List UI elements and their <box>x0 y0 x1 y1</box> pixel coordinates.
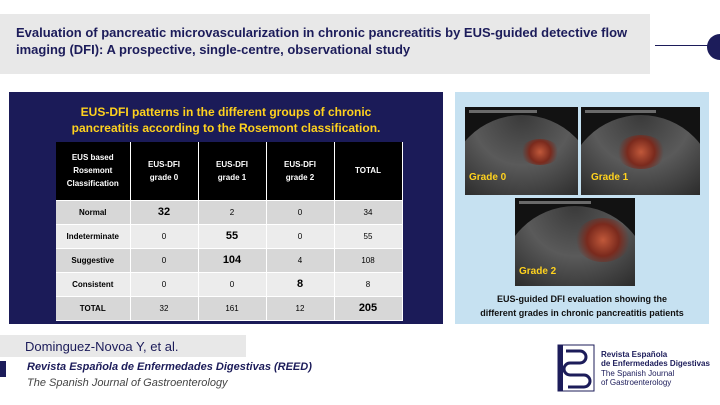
journal-english-name: The Spanish Journal of Gastroenterology <box>27 377 228 389</box>
logo-line-2: de Enfermedades Digestivas <box>601 359 710 368</box>
table-row <box>56 200 402 224</box>
cell-grade-1: 0 <box>198 272 266 296</box>
journal-accent-bar <box>0 361 6 377</box>
rosemont-table <box>56 142 403 321</box>
logo-line-1: Revista Española <box>601 350 668 359</box>
table-title-line-2: pancreatitis according to the Rosemont classification. <box>71 121 381 135</box>
cell-grade-2: 12 <box>266 296 334 320</box>
decorative-circle <box>707 34 720 60</box>
title-line-1: Evaluation of pancreatic microvascularization in chronic pancreatitis by EUS-guided detective flow <box>16 25 628 40</box>
author-box: Dominguez-Novoa Y, et al. <box>0 335 246 357</box>
header-grade-0 <box>130 142 198 200</box>
header-grade-2-l1: EUS-DFI <box>284 159 316 169</box>
cell-grade-1: 161 <box>198 296 266 320</box>
row-label: Suggestive <box>56 248 130 272</box>
cell-grade-0: 32 <box>130 296 198 320</box>
cell-grade-1: 2 <box>198 200 266 224</box>
header-grade-0-l2: grade 0 <box>149 172 179 182</box>
image-caption <box>455 292 709 320</box>
table-header-row <box>56 142 402 200</box>
cell-grade-0: 32 <box>130 200 198 224</box>
cell-grade-0: 0 <box>130 248 198 272</box>
cell-total: 34 <box>334 200 402 224</box>
table-row <box>56 272 402 296</box>
title-box <box>0 14 650 74</box>
header-grade-1 <box>198 142 266 200</box>
header-grade-2 <box>266 142 334 200</box>
header-classification <box>56 142 130 200</box>
cell-grade-2: 0 <box>266 224 334 248</box>
header-classification-l3: Classification <box>66 179 119 189</box>
title-line-2: imaging (DFI): A prospective, single-centre, observational study <box>16 42 411 57</box>
row-label: Consistent <box>56 272 130 296</box>
header-grade-0-l1: EUS-DFI <box>148 159 180 169</box>
header-classification-l2: Rosemont <box>73 166 113 176</box>
row-label: Normal <box>56 200 130 224</box>
logo-title <box>601 350 710 368</box>
image-caption-line-1: EUS-guided DFI evaluation showing the <box>496 294 667 304</box>
logo-line-3: The Spanish Journal <box>601 369 675 378</box>
cell-total: 55 <box>334 224 402 248</box>
header-grade-1-l2: grade 1 <box>217 172 247 182</box>
header-grade-1-l1: EUS-DFI <box>216 159 248 169</box>
cell-grade-2: 4 <box>266 248 334 272</box>
cell-grade-0: 0 <box>130 224 198 248</box>
table-title <box>9 104 443 136</box>
logo-subtitle <box>601 369 674 387</box>
cell-grade-2: 0 <box>266 200 334 224</box>
journal-logo <box>556 343 716 395</box>
table-row <box>56 248 402 272</box>
header-classification-l1: EUS based <box>71 153 114 163</box>
grade-0-label: Grade 0 <box>469 172 507 183</box>
cell-total: 205 <box>334 296 402 320</box>
header-grade-2-l2: grade 2 <box>285 172 315 182</box>
cell-grade-0: 0 <box>130 272 198 296</box>
journal-name: Revista Española de Enfermedades Digestivas (REED) <box>27 361 312 373</box>
image-caption-line-2: different grades in chronic pancreatitis patients <box>480 308 684 318</box>
cell-grade-1: 55 <box>198 224 266 248</box>
grade-1-label: Grade 1 <box>591 172 629 183</box>
row-label: Indeterminate <box>56 224 130 248</box>
table-row <box>56 224 402 248</box>
table-row <box>56 296 402 320</box>
image-panel <box>455 92 709 324</box>
cell-total: 8 <box>334 272 402 296</box>
decorative-line <box>655 45 710 46</box>
table-title-line-1: EUS-DFI patterns in the different groups of chronic <box>80 105 372 119</box>
journal-logo-icon <box>556 343 596 393</box>
row-label: TOTAL <box>56 296 130 320</box>
cell-grade-1: 104 <box>198 248 266 272</box>
cell-total: 108 <box>334 248 402 272</box>
grade-2-label: Grade 2 <box>519 266 557 277</box>
header-total: TOTAL <box>334 142 402 200</box>
cell-grade-2: 8 <box>266 272 334 296</box>
logo-line-4: of Gastroenterology <box>601 378 672 387</box>
